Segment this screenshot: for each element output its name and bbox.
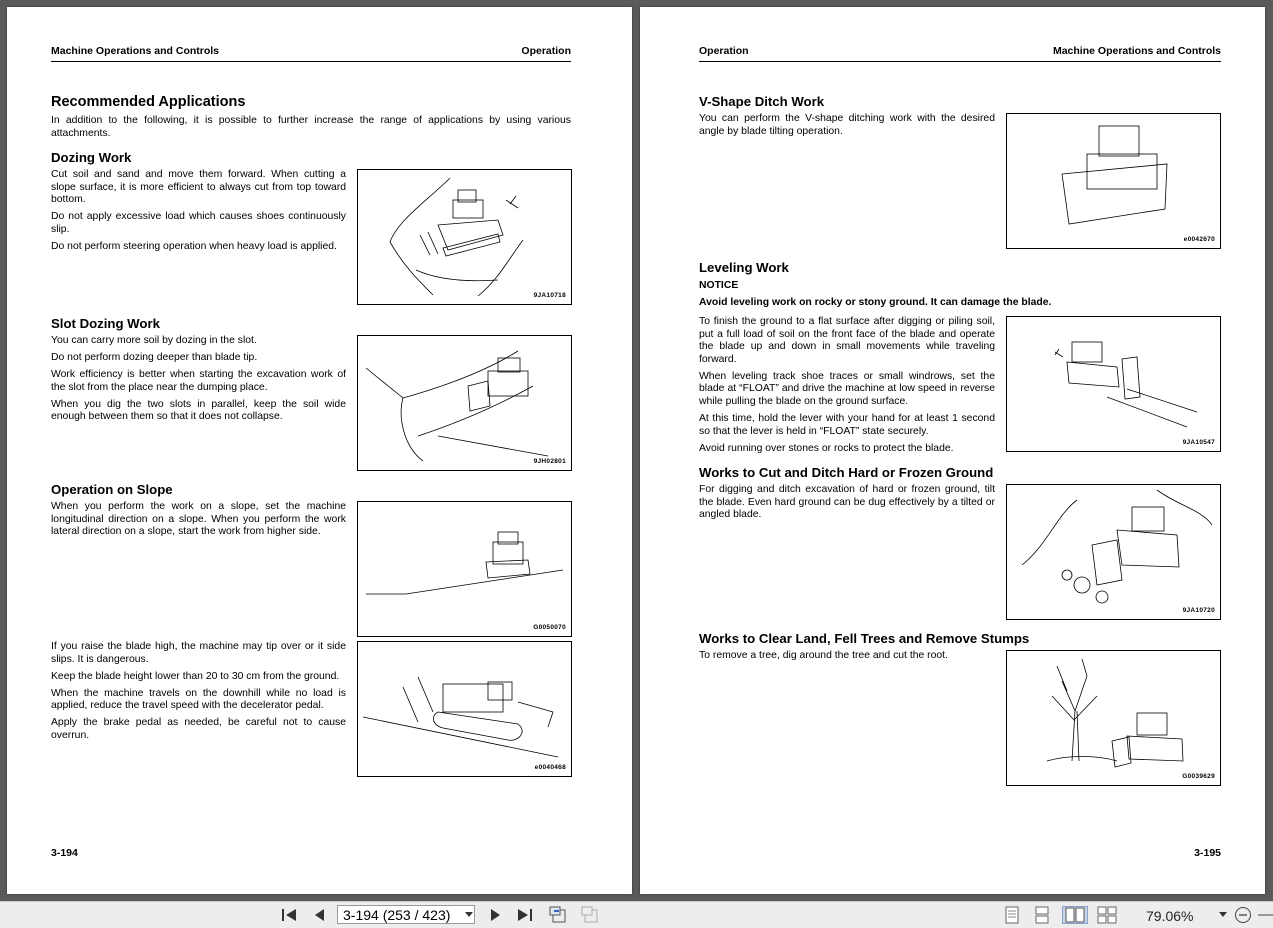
paragraph: Avoid running over stones or rocks to protect the blade. bbox=[699, 442, 954, 454]
paragraph: Cut soil and sand and move them forward. When cutting a slope surface, it is more efficient to always cut from top toward bottom. bbox=[51, 169, 346, 206]
right-document-page bbox=[640, 7, 1265, 894]
zoom-level[interactable]: 79.06% bbox=[1146, 908, 1194, 924]
zoom-dropdown-button[interactable] bbox=[1218, 906, 1228, 924]
dozer-tilted-blade-illustration bbox=[1007, 114, 1220, 248]
section-heading: Leveling Work bbox=[699, 260, 789, 275]
section-text bbox=[699, 650, 995, 667]
continuous-view-button[interactable] bbox=[1031, 906, 1053, 924]
figure-code: 9JA10718 bbox=[533, 292, 566, 299]
tree-and-dozer-illustration bbox=[1007, 651, 1220, 785]
section-text bbox=[51, 641, 346, 747]
paragraph: You can carry more soil by dozing in the slot. bbox=[51, 335, 257, 346]
header-left-text: Machine Operations and Controls bbox=[51, 45, 220, 57]
page-title: Recommended Applications bbox=[51, 94, 246, 110]
viewer-toolbar bbox=[0, 901, 1273, 928]
paragraph: To finish the ground to a flat surface after digging or piling soil, put a full load of soil on the front face of the blade and operate the blade up and down in small movements while traveling forward. bbox=[699, 316, 995, 365]
paragraph: Keep the blade height lower than 20 to 30 cm from the ground. bbox=[51, 670, 340, 682]
figure-code: 9JH02801 bbox=[533, 458, 566, 465]
go-back-view-button[interactable] bbox=[546, 906, 570, 924]
figure-code: G0050070 bbox=[533, 624, 566, 631]
paragraph: Do not perform steering operation when heavy load is applied. bbox=[51, 240, 337, 252]
header-left-text: Operation bbox=[699, 45, 749, 57]
dozer-on-slope-illustration bbox=[358, 170, 571, 304]
dozing-figure bbox=[357, 169, 572, 305]
first-page-icon bbox=[280, 907, 298, 923]
paragraph: When you dig the two slots in parallel, keep the soil wide enough between them so that it does not collapse. bbox=[51, 398, 346, 423]
section-heading: Works to Clear Land, Fell Trees and Remove Stumps bbox=[699, 631, 1030, 646]
next-page-icon bbox=[488, 907, 502, 923]
section-heading: Slot Dozing Work bbox=[51, 316, 160, 331]
zoom-slider[interactable] bbox=[1258, 906, 1273, 924]
paragraph: For digging and ditch excavation of hard or frozen ground, tilt the blade. Even hard ground can be dug effectively by a tilted or angled blade. bbox=[699, 484, 995, 521]
section-text bbox=[699, 316, 995, 460]
zoom-slider-track bbox=[1258, 912, 1273, 918]
go-forward-view-button[interactable] bbox=[578, 906, 602, 924]
next-view-icon bbox=[580, 906, 600, 924]
paragraph: Apply the brake pedal as needed, be careful not to cause overrun. bbox=[51, 717, 346, 742]
next-page-button[interactable] bbox=[484, 906, 506, 924]
paragraph: You can perform the V-shape ditching work with the desired angle by blade tilting operation. bbox=[699, 113, 995, 137]
section-text bbox=[51, 169, 346, 258]
page-number-field[interactable] bbox=[337, 905, 475, 924]
paragraph: Do not apply excessive load which causes shoes continuously slip. bbox=[51, 211, 346, 235]
dozer-frozen-ground-illustration bbox=[1007, 485, 1220, 619]
figure-code: 9JA10547 bbox=[1182, 439, 1215, 446]
continuous-facing-icon bbox=[1097, 906, 1117, 924]
single-page-icon bbox=[1005, 906, 1019, 924]
paragraph: When leveling track shoe traces or small windrows, set the blade at “FLOAT” and drive the machine at low speed in reverse while pulling the blade on the ground surface. bbox=[699, 370, 995, 408]
downhill-figure bbox=[357, 641, 572, 777]
previous-view-icon bbox=[548, 906, 568, 924]
paragraph: To remove a tree, dig around the tree and cut the root. bbox=[699, 650, 948, 661]
figure-code: e0040468 bbox=[534, 764, 566, 771]
header-right-text: Machine Operations and Controls bbox=[1052, 45, 1221, 57]
notice-text: Avoid leveling work on rocky or stony ground. It can damage the blade. bbox=[699, 297, 1052, 308]
figure-code: 9JA10720 bbox=[1182, 607, 1215, 614]
frozen-ground-figure bbox=[1006, 484, 1221, 620]
last-page-icon bbox=[516, 907, 534, 923]
header-right-text: Operation bbox=[521, 45, 571, 57]
dozer-downhill-illustration bbox=[358, 642, 571, 776]
paragraph: Work efficiency is better when starting the excavation work of the slot from the place near the dumping place. bbox=[51, 369, 346, 393]
facing-view-button[interactable] bbox=[1062, 906, 1088, 924]
section-text bbox=[699, 484, 995, 526]
figure-code: G0039629 bbox=[1182, 773, 1215, 780]
page-number: 3-195 bbox=[1194, 847, 1221, 859]
paragraph: At this time, hold the lever with your hand for at least 1 second so that the lever is held in “FLOAT” state securely. bbox=[699, 413, 995, 437]
notice-label: NOTICE bbox=[699, 280, 739, 291]
dozer-leveling-illustration bbox=[1007, 317, 1220, 451]
clear-land-figure bbox=[1006, 650, 1221, 786]
two-page-icon bbox=[1065, 907, 1085, 923]
section-heading: Operation on Slope bbox=[51, 482, 173, 497]
paragraph: When the machine travels on the downhill while no load is applied, reduce the travel speed with the decelerator pedal. bbox=[51, 687, 346, 712]
single-page-view-button[interactable] bbox=[1001, 906, 1023, 924]
zoom-out-button[interactable] bbox=[1232, 906, 1254, 924]
chevron-down-icon bbox=[465, 912, 473, 918]
slot-dozing-figure bbox=[357, 335, 572, 471]
chevron-down-icon bbox=[1219, 912, 1227, 918]
slot-dozing-illustration bbox=[358, 336, 571, 470]
dozer-on-slope-side-illustration bbox=[358, 502, 571, 636]
section-heading: Dozing Work bbox=[51, 150, 132, 165]
running-header bbox=[51, 45, 571, 62]
page-number-value: 3-194 (253 / 423) bbox=[343, 907, 451, 923]
continuous-facing-view-button[interactable] bbox=[1095, 906, 1119, 924]
paragraph: Do not perform dozing deeper than blade tip. bbox=[51, 352, 258, 364]
paragraph: If you raise the blade high, the machine may tip over or it side slips. It is dangerous. bbox=[51, 641, 346, 665]
continuous-page-icon bbox=[1035, 906, 1049, 924]
v-ditch-figure bbox=[1006, 113, 1221, 249]
running-header bbox=[699, 45, 1221, 62]
intro-text: In addition to the following, it is possible to further increase the range of applications by using various attachments. bbox=[51, 115, 571, 139]
page-number: 3-194 bbox=[51, 847, 78, 859]
figure-code: e0042670 bbox=[1183, 236, 1215, 243]
left-document-page bbox=[7, 7, 632, 894]
first-page-button[interactable] bbox=[278, 906, 300, 924]
page-dropdown-button[interactable] bbox=[463, 906, 475, 924]
section-text bbox=[699, 113, 995, 143]
slope-figure bbox=[357, 501, 572, 637]
section-heading: V-Shape Ditch Work bbox=[699, 94, 825, 109]
paragraph: When you perform the work on a slope, set the machine longitudinal direction on a slope. When you perform the work lateral direction on a slope, start the work from higher side. bbox=[51, 501, 346, 538]
section-text bbox=[51, 335, 346, 429]
leveling-figure bbox=[1006, 316, 1221, 452]
section-heading: Works to Cut and Ditch Hard or Frozen Ground bbox=[699, 465, 994, 480]
previous-page-icon bbox=[312, 907, 326, 923]
zoom-out-icon bbox=[1234, 906, 1252, 924]
last-page-button[interactable] bbox=[514, 906, 536, 924]
section-text bbox=[51, 501, 346, 543]
previous-page-button[interactable] bbox=[308, 906, 330, 924]
